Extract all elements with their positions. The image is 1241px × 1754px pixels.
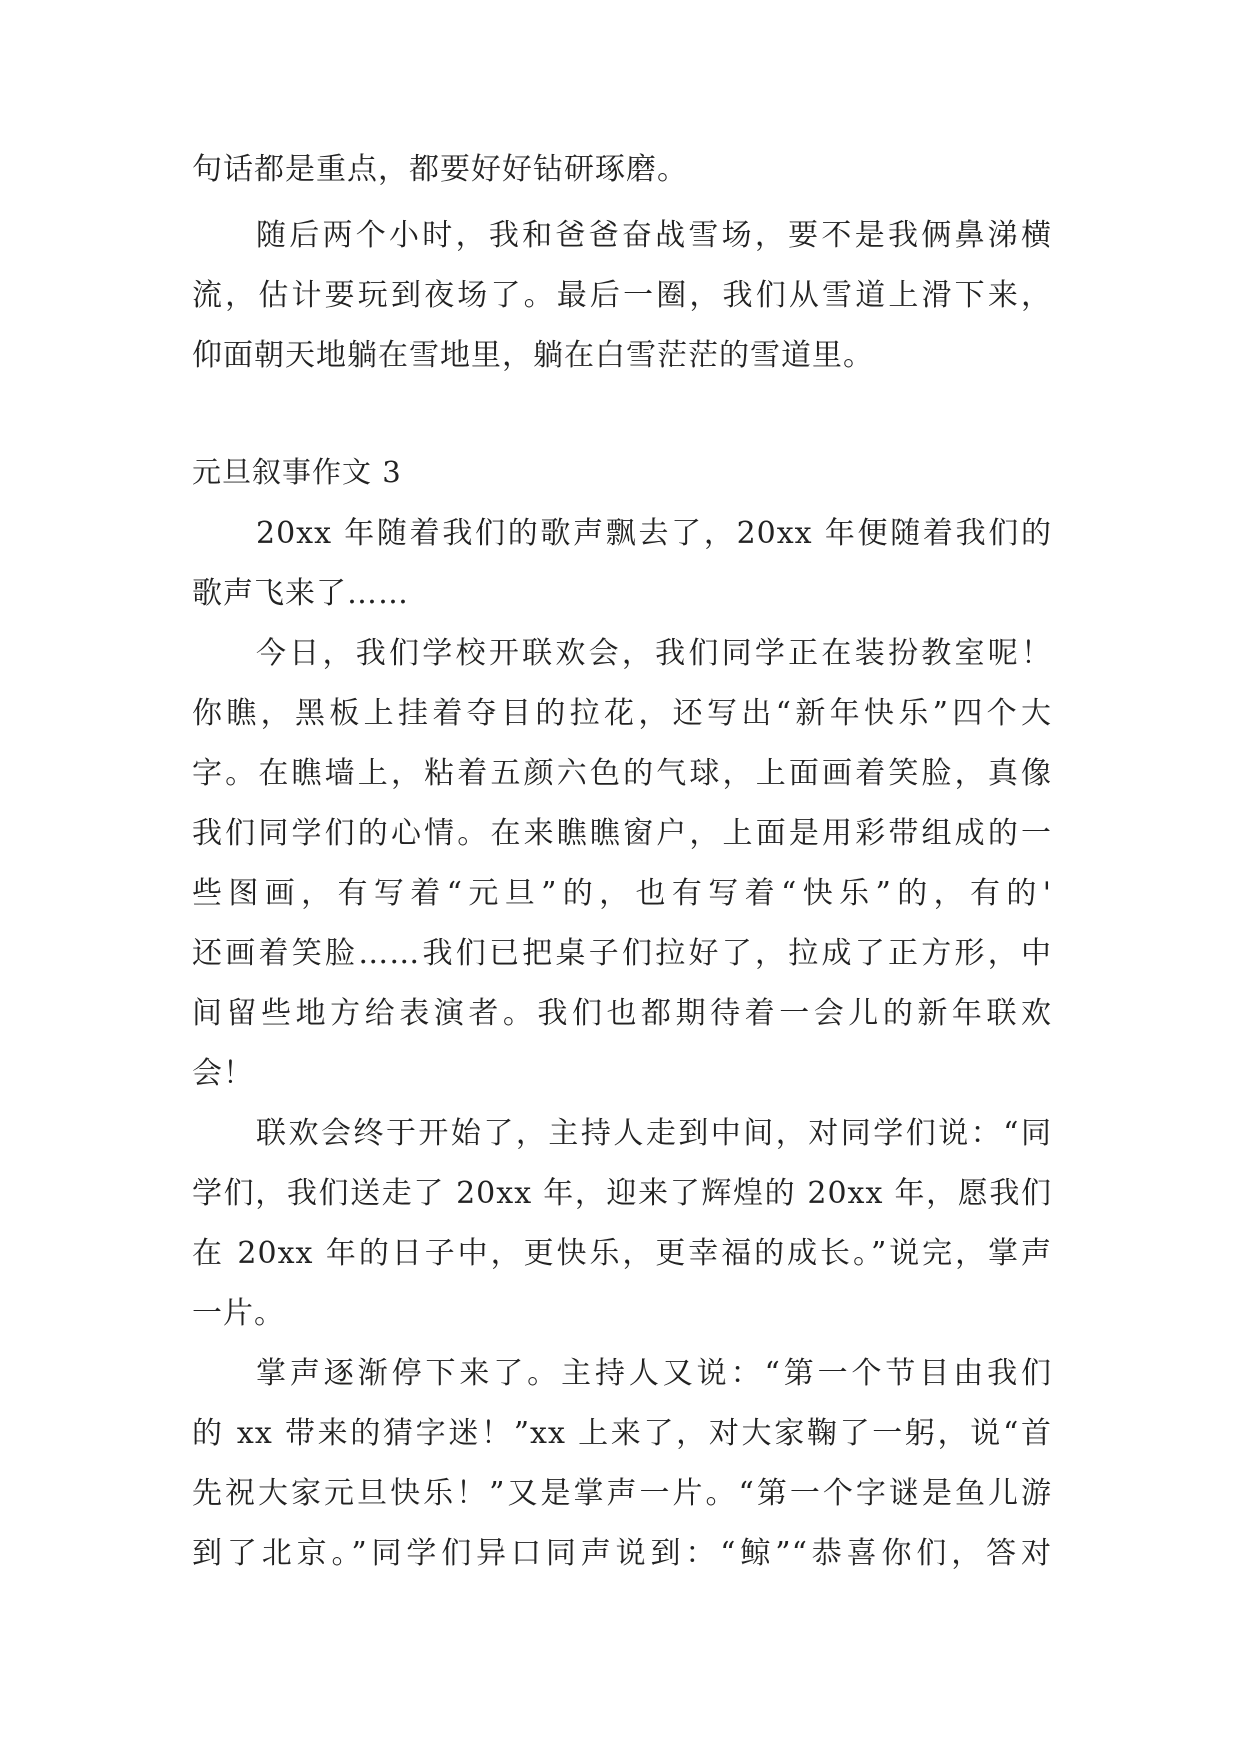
text-line: 仰面朝天地躺在雪地里，躺在白雪茫茫的雪道里。 <box>192 338 874 373</box>
section-heading: 元旦叙事作文 3 <box>192 455 402 489</box>
text-line: 会！ <box>192 1056 254 1091</box>
text-line: 字。在瞧墙上，粘着五颜六色的气球，上面画着笑脸，真像 <box>192 756 1052 791</box>
text-line: 在 20xx 年的日子中，更快乐，更幸福的成长。”说完，掌声 <box>192 1236 1052 1271</box>
paragraph-first-line: 掌声逐渐停下来了。主持人又说：“第一个节目由我们 <box>256 1356 1052 1391</box>
paragraph-first-line: 随后两个小时，我和爸爸奋战雪场，要不是我俩鼻涕横 <box>256 218 1052 253</box>
paragraph-first-line: 联欢会终于开始了，主持人走到中间，对同学们说：“同 <box>256 1116 1052 1151</box>
text-line: 我们同学们的心情。在来瞧瞧窗户，上面是用彩带组成的一 <box>192 816 1052 851</box>
text-line: 歌声飞来了…… <box>192 576 409 611</box>
paragraph-first-line: 20xx 年随着我们的歌声飘去了，20xx 年便随着我们的 <box>256 516 1052 551</box>
text-line: 你瞧，黑板上挂着夺目的拉花，还写出“新年快乐”四个大 <box>192 696 1052 731</box>
text-line: 间留些地方给表演者。我们也都期待着一会儿的新年联欢 <box>192 996 1052 1031</box>
text-line: 一片。 <box>192 1296 285 1331</box>
text-line: 流，估计要玩到夜场了。最后一圈，我们从雪道上滑下来， <box>192 278 1052 313</box>
text-line: 的 xx 带来的猜字迷！”xx 上来了，对大家鞠了一躬，说“首 <box>192 1416 1052 1451</box>
text-line: 到了北京。”同学们异口同声说到：“鲸”“恭喜你们，答对 <box>192 1536 1052 1571</box>
text-line: 句话都是重点，都要好好钻研琢磨。 <box>192 152 688 187</box>
text-line: 先祝大家元旦快乐！”又是掌声一片。“第一个字谜是鱼儿游 <box>192 1476 1052 1511</box>
text-line: 些图画，有写着“元旦”的，也有写着“快乐”的，有的' <box>192 876 1052 911</box>
text-line: 学们，我们送走了 20xx 年，迎来了辉煌的 20xx 年，愿我们 <box>192 1176 1052 1211</box>
paragraph-first-line: 今日，我们学校开联欢会，我们同学正在装扮教室呢！ <box>256 636 1052 671</box>
text-line: 还画着笑脸……我们已把桌子们拉好了，拉成了正方形，中 <box>192 936 1052 971</box>
